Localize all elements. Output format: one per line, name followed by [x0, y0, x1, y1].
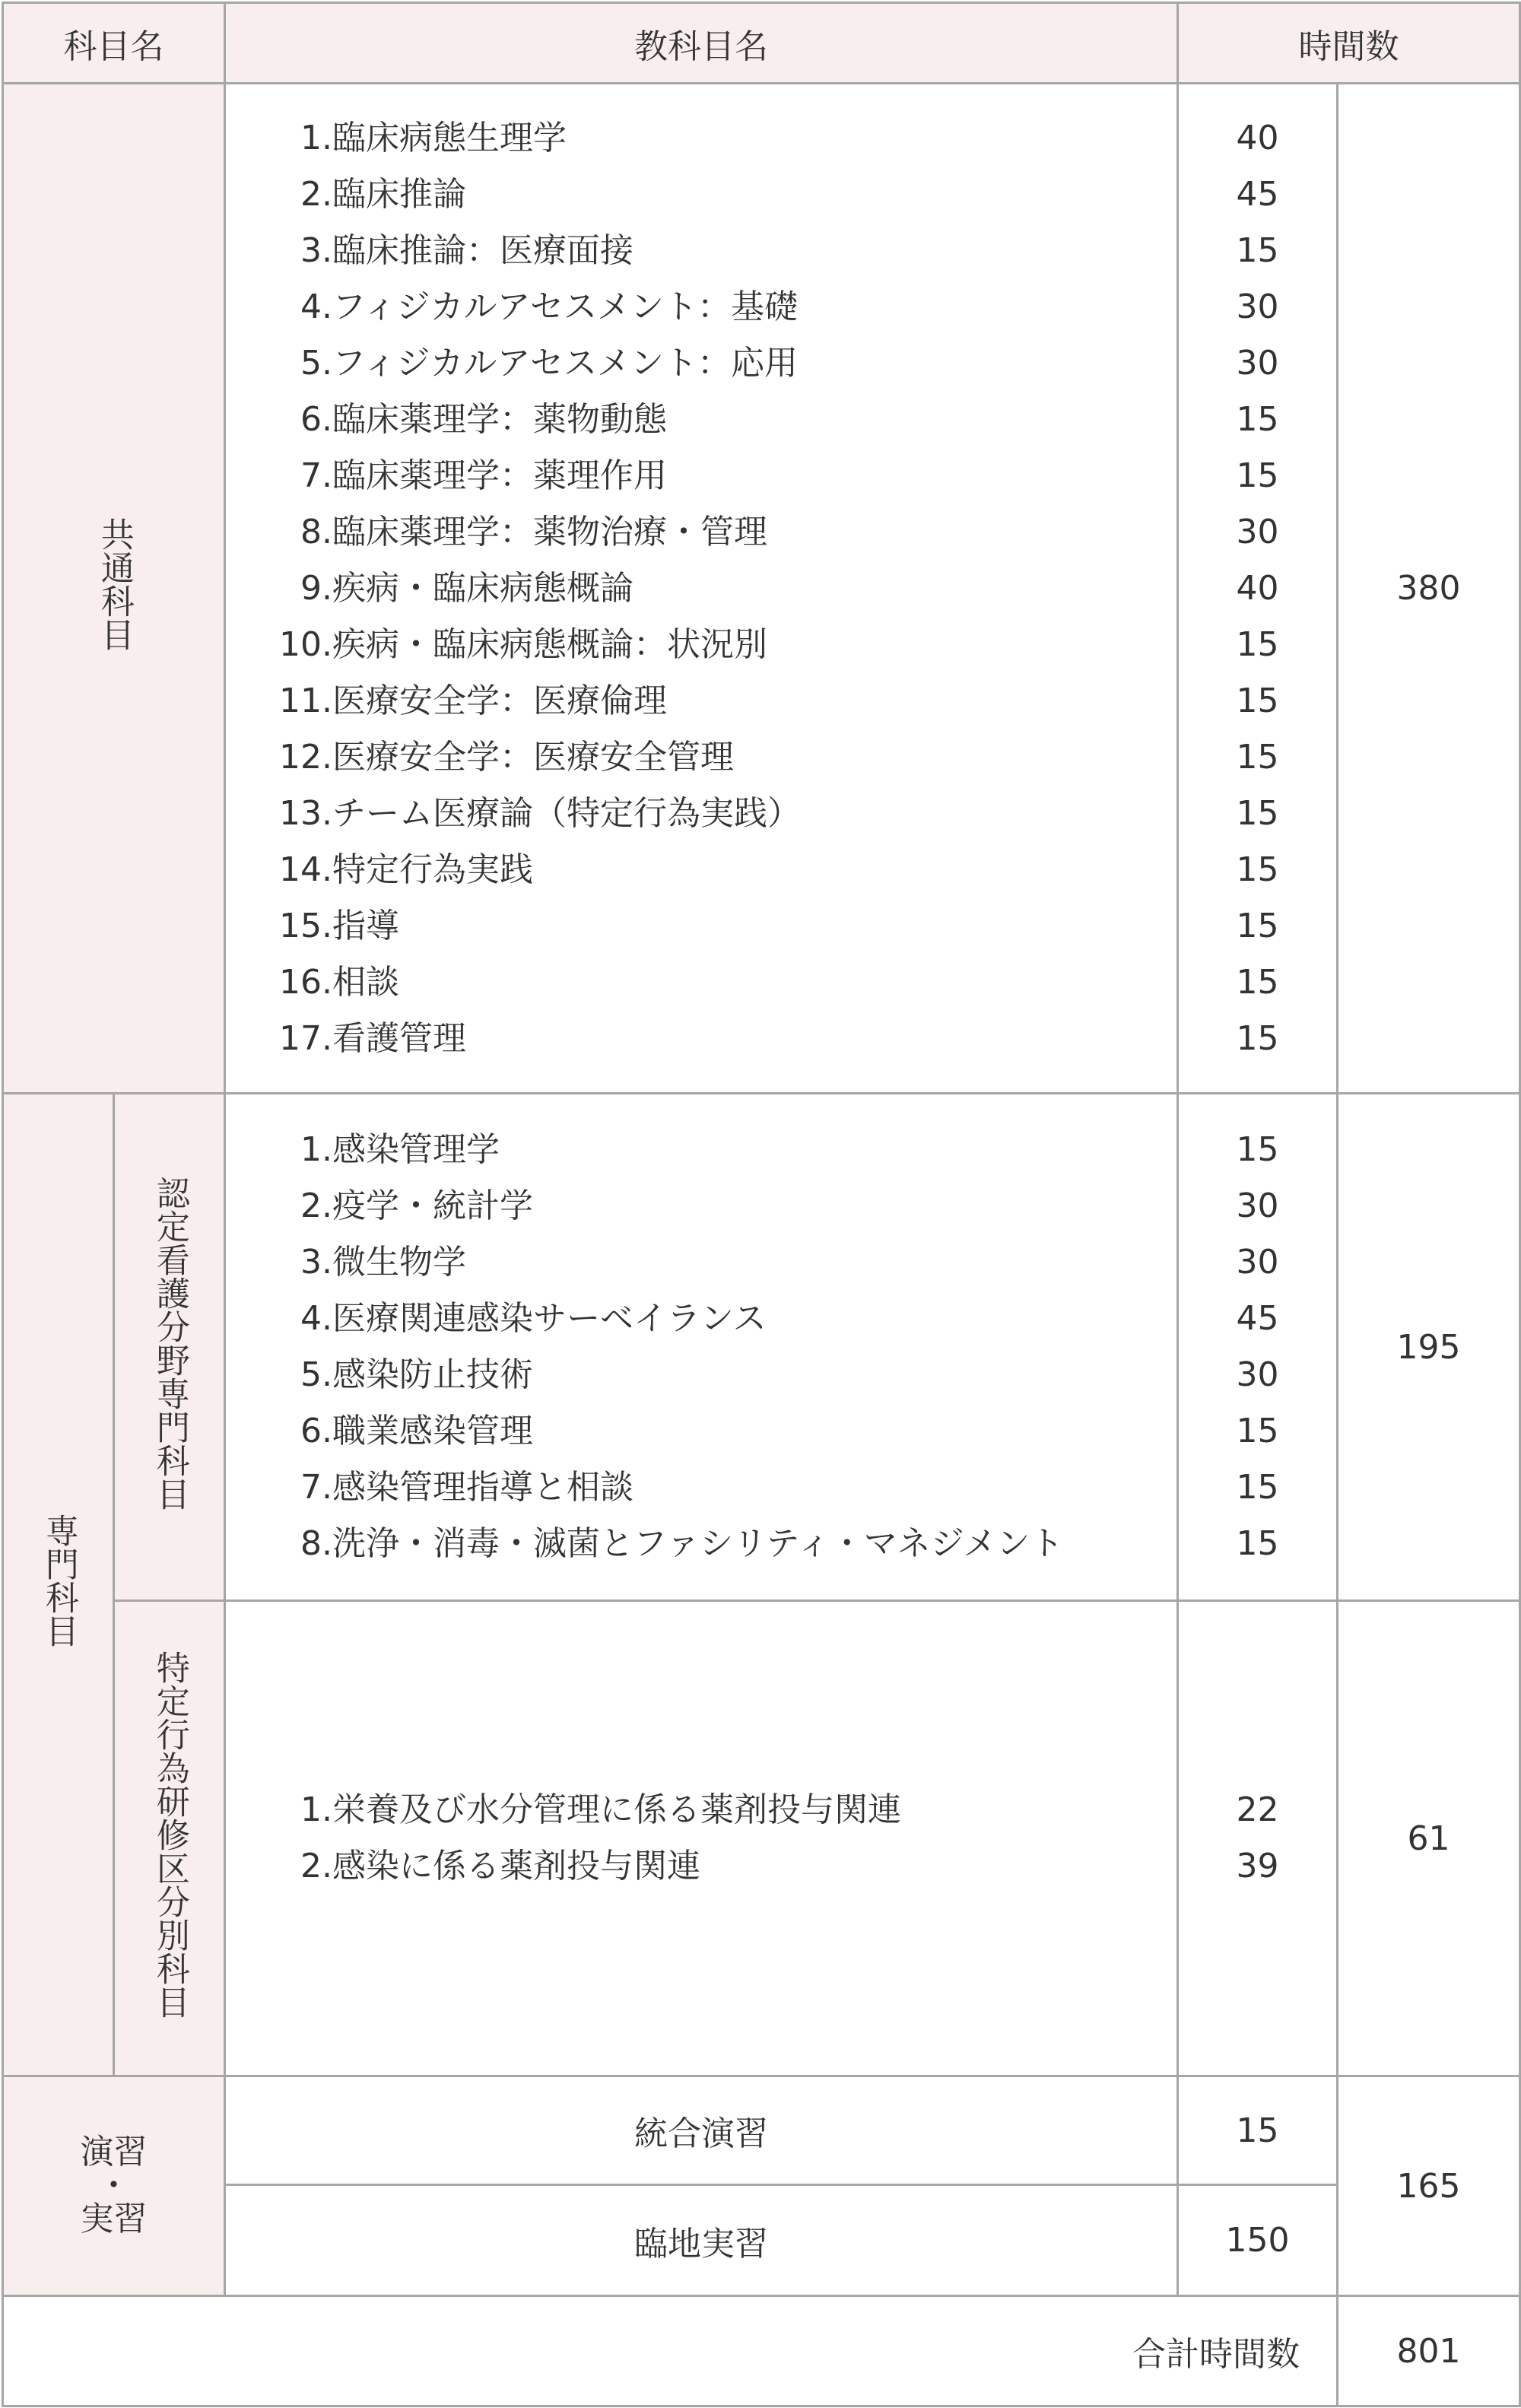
course-name: 栄養及び水分管理に係る薬剤投与関連 — [332, 1790, 901, 1829]
course-name: 医療関連感染サーベイランス — [332, 1299, 767, 1338]
course-name: 臨床推論 — [332, 174, 466, 214]
course-number: 17. — [279, 1018, 332, 1058]
course-number: 2. — [300, 1187, 332, 1225]
specialized.certified-course-item — [226, 1178, 1176, 1234]
specialized-category-cell — [3, 1094, 114, 2076]
course-hours: 30 — [1236, 512, 1279, 551]
specific-category-label: 特定行為研修区分別科目 — [150, 1650, 189, 2019]
practice-row-2 — [3, 2185, 1520, 2296]
specific-course-list — [225, 1601, 1178, 2076]
common-course-item — [226, 561, 1176, 617]
common-course-item — [226, 279, 1176, 335]
course-name: 指導 — [332, 906, 399, 945]
course-number: 9. — [300, 568, 332, 608]
common-course-item — [226, 335, 1176, 392]
practice-total: 165 — [1338, 2076, 1520, 2296]
course-number: 4. — [300, 1299, 332, 1338]
practice-label-bottom: 実習 — [80, 2200, 148, 2238]
course-hours: 15 — [1236, 230, 1279, 270]
course-name: チーム医療論（特定行為実践） — [332, 793, 801, 833]
certified-hours-list — [1178, 1094, 1338, 1601]
course-name: フィジカルアセスメント：応用 — [332, 343, 799, 383]
course-number: 16. — [279, 962, 332, 1002]
course-number: 6. — [300, 399, 332, 439]
course-number: 7. — [300, 1468, 332, 1507]
course-number: 1. — [300, 118, 332, 157]
course-hours: 15 — [1236, 737, 1279, 777]
common-course-item — [226, 223, 1176, 279]
course-hours: 15 — [1236, 681, 1279, 720]
course-hours: 15 — [1236, 1130, 1279, 1169]
common-total: 380 — [1338, 84, 1520, 1094]
common-course-item — [226, 617, 1176, 673]
course-hours: 30 — [1236, 1243, 1279, 1282]
course-name: 微生物学 — [332, 1243, 466, 1282]
practice-row-1 — [3, 2076, 1520, 2185]
course-hours: 15 — [1236, 906, 1279, 945]
course-number: 14. — [279, 850, 332, 889]
course-hours: 40 — [1236, 568, 1279, 608]
course-hours: 15 — [1236, 1524, 1279, 1563]
specialized.certified-course-item — [226, 1460, 1176, 1516]
course-name: フィジカルアセスメント：基礎 — [332, 287, 799, 326]
practice-hours-2: 150 — [1178, 2185, 1338, 2296]
course-number: 10. — [279, 624, 332, 664]
common-course-item — [226, 842, 1176, 898]
practice-course-2: 臨地実習 — [225, 2185, 1178, 2296]
course-hours: 45 — [1236, 1299, 1279, 1338]
course-number: 2. — [300, 174, 332, 214]
common-course-item — [226, 110, 1176, 167]
course-name: 疾病・臨床病態概論 — [332, 568, 633, 608]
course-number: 8. — [300, 512, 332, 551]
course-name: 感染防止技術 — [332, 1355, 533, 1394]
common-course-item — [226, 898, 1176, 955]
course-name: 疾病・臨床病態概論：状況別 — [332, 624, 767, 664]
certified-category-label: 認定看護分野専門科目 — [150, 1175, 189, 1511]
specialized.certified-course-item — [226, 1234, 1176, 1291]
common-course-item — [226, 955, 1176, 1011]
specialized.certified-course-item — [226, 1403, 1176, 1460]
curriculum-table — [2, 2, 1521, 2407]
certified-total: 195 — [1338, 1094, 1520, 1601]
course-number: 5. — [300, 343, 332, 383]
common-section — [3, 84, 1520, 1094]
course-name: 臨床薬理学：薬物治療・管理 — [332, 512, 767, 551]
specialized.certified-course-item — [226, 1516, 1176, 1572]
course-name: 特定行為実践 — [332, 850, 533, 889]
header-hours: 時間数 — [1178, 3, 1520, 84]
specific-section — [3, 1601, 1520, 2076]
course-hours: 15 — [1236, 456, 1279, 495]
practice-course-1: 統合演習 — [225, 2076, 1178, 2185]
common-category-label: 共通科目 — [94, 517, 134, 651]
course-number: 7. — [300, 456, 332, 495]
practice-label-dot: ・ — [97, 2166, 131, 2205]
course-hours: 15 — [1236, 624, 1279, 664]
course-hours: 15 — [1236, 1412, 1279, 1450]
course-hours: 15 — [1236, 793, 1279, 833]
specialized-category-label: 専門科目 — [39, 1514, 78, 1647]
course-hours: 15 — [1236, 1468, 1279, 1507]
common-course-item — [226, 448, 1176, 504]
course-name: 相談 — [332, 962, 399, 1002]
course-name: 疫学・統計学 — [332, 1187, 533, 1225]
course-number: 2. — [300, 1847, 332, 1885]
course-number: 3. — [300, 1243, 332, 1282]
course-hours: 15 — [1236, 962, 1279, 1002]
header-category: 科目名 — [3, 3, 225, 84]
practice-hours-1: 15 — [1178, 2076, 1338, 2185]
specific-total: 61 — [1338, 1601, 1520, 2076]
course-name: 臨床推論：医療面接 — [332, 230, 633, 270]
common-category-cell — [3, 84, 225, 1094]
course-number: 1. — [300, 1790, 332, 1829]
common-hours-list — [1178, 84, 1338, 1094]
course-name: 医療安全学：医療倫理 — [332, 681, 667, 720]
grand-total-value: 801 — [1338, 2296, 1520, 2406]
practice-category-cell — [3, 2076, 225, 2296]
grand-total-label: 合計時間数 — [3, 2296, 1338, 2406]
course-number: 6. — [300, 1412, 332, 1450]
course-name: 看護管理 — [332, 1018, 466, 1058]
specialized.specific-course-item — [226, 1838, 1176, 1895]
course-hours: 30 — [1236, 1187, 1279, 1225]
course-number: 11. — [279, 681, 332, 720]
header-row — [3, 3, 1520, 84]
course-hours: 45 — [1236, 174, 1279, 214]
specific-category-cell — [114, 1601, 225, 2076]
common-course-list — [225, 84, 1178, 1094]
course-name: 洗浄・消毒・滅菌とファシリティ・マネジメント — [332, 1524, 1064, 1563]
certified-category-cell — [114, 1094, 225, 1601]
course-hours: 15 — [1236, 399, 1279, 439]
course-name: 医療安全学：医療安全管理 — [332, 737, 734, 777]
course-hours: 15 — [1236, 1018, 1279, 1058]
specialized.certified-course-item — [226, 1122, 1176, 1178]
practice-label-top: 演習 — [80, 2133, 148, 2171]
specialized.certified-course-item — [226, 1291, 1176, 1347]
certified-course-list — [225, 1094, 1178, 1601]
course-name: 感染管理学 — [332, 1130, 500, 1169]
course-name: 感染に係る薬剤投与関連 — [332, 1847, 700, 1885]
certified-section — [3, 1094, 1520, 1601]
course-number: 8. — [300, 1524, 332, 1563]
course-number: 12. — [279, 737, 332, 777]
course-name: 臨床病態生理学 — [332, 118, 567, 157]
course-hours: 15 — [1236, 850, 1279, 889]
course-name: 職業感染管理 — [332, 1412, 533, 1450]
course-hours: 22 — [1236, 1790, 1279, 1829]
common-course-item — [226, 673, 1176, 729]
header-course: 教科目名 — [225, 3, 1178, 84]
course-hours: 30 — [1236, 1355, 1279, 1394]
specialized.certified-course-item — [226, 1347, 1176, 1403]
common-course-item — [226, 392, 1176, 448]
common-course-item — [226, 729, 1176, 786]
common-course-item — [226, 504, 1176, 561]
course-number: 4. — [300, 287, 332, 326]
course-number: 3. — [300, 230, 332, 270]
course-name: 臨床薬理学：薬理作用 — [332, 456, 667, 495]
grand-total-row — [3, 2296, 1520, 2406]
course-number: 15. — [279, 906, 332, 945]
course-hours: 39 — [1236, 1847, 1279, 1885]
common-course-item — [226, 786, 1176, 842]
course-hours: 30 — [1236, 343, 1279, 383]
specific-hours-list — [1178, 1601, 1338, 2076]
course-number: 5. — [300, 1355, 332, 1394]
course-name: 臨床薬理学：薬物動態 — [332, 399, 667, 439]
course-number: 13. — [279, 793, 332, 833]
course-hours: 40 — [1236, 118, 1279, 157]
common-course-item — [226, 167, 1176, 223]
common-course-item — [226, 1011, 1176, 1067]
specialized.specific-course-item — [226, 1782, 1176, 1838]
course-name: 感染管理指導と相談 — [332, 1468, 633, 1507]
course-hours: 30 — [1236, 287, 1279, 326]
course-number: 1. — [300, 1130, 332, 1169]
